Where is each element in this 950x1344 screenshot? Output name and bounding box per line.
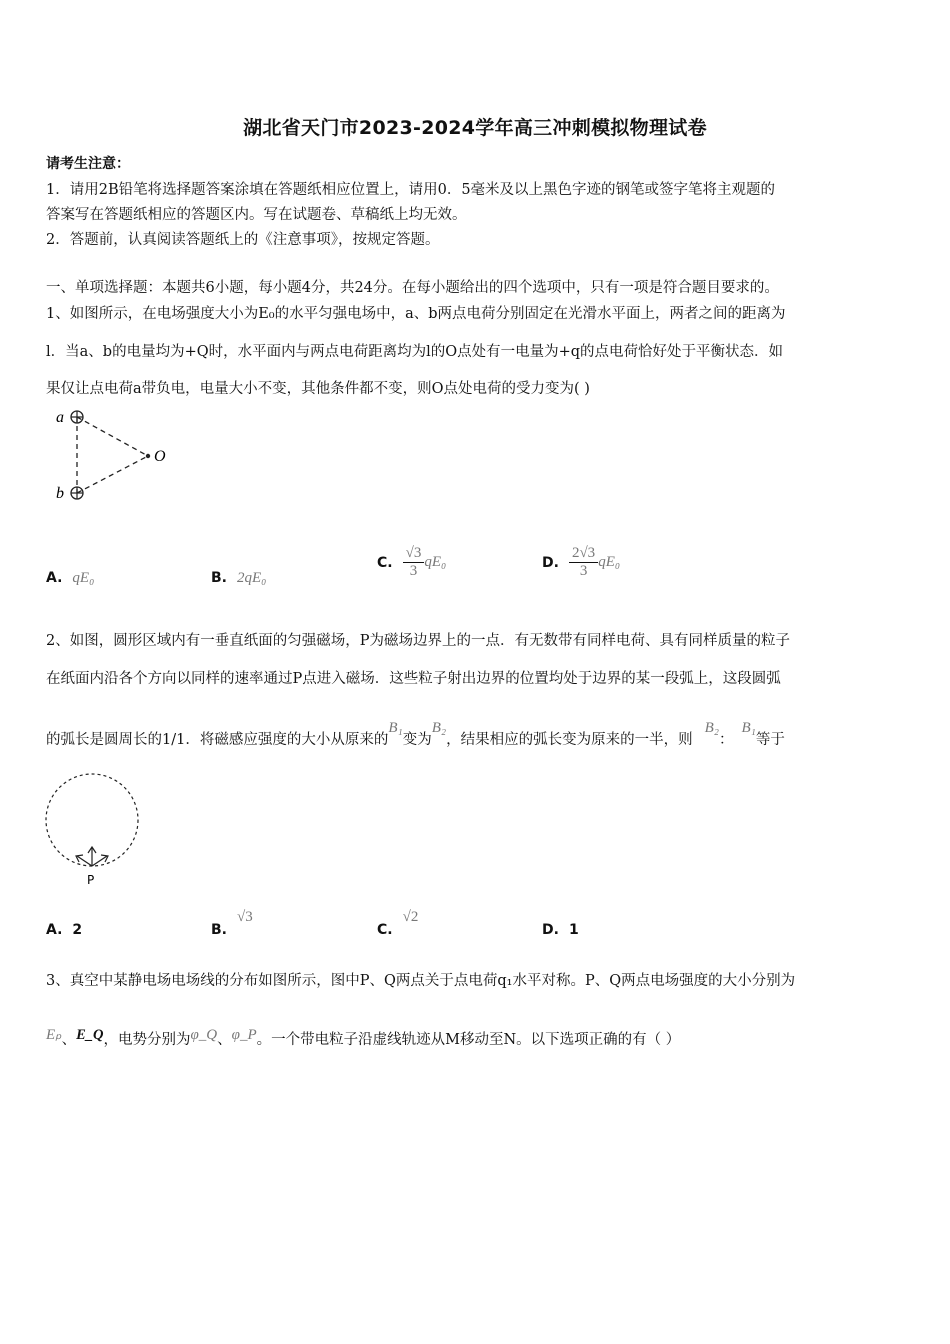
bo-dashed-line	[77, 456, 148, 493]
q3-line-2-mid: ，电势分别为	[103, 1032, 191, 1048]
velocity-arrow	[92, 856, 107, 866]
label-a: a	[56, 409, 64, 426]
option-text: √2	[402, 909, 419, 925]
option-text: 2qE₀	[237, 570, 267, 586]
fraction-numerator: 2√3	[569, 545, 598, 563]
q1-line-2: l．当a、b的电量均为+Q时，水平面内与两点电荷距离均为l的O点处有一电量为+q的点电荷恰好处于平衡状态．如	[46, 344, 784, 360]
option-letter: D.	[542, 554, 559, 571]
notice-line-2: 答案写在答题纸相应的答题区内。写在试题卷、草稿纸上均无效。	[46, 207, 467, 223]
q1-option-a[interactable]	[46, 570, 94, 587]
q1-option-d[interactable]	[542, 545, 620, 580]
q2-line-3-part-d: ：	[719, 732, 734, 748]
q2-line-3-part-a: 的弧长是圆周长的1/1．将磁感应强度的大小从原来的	[46, 732, 389, 748]
label-o: O	[154, 448, 166, 465]
option-text: 1	[568, 922, 579, 938]
b2-symbol: B₂	[431, 720, 447, 736]
label-p: P	[87, 873, 95, 887]
q1-charge-diagram	[50, 405, 180, 505]
q1-line-1: 1、如图所示，在电场强度大小为E₀的水平匀强电场中，a、b两点电荷分别固定在光滑水平面上，两者之间的距离为	[46, 306, 786, 322]
q2-line-2: 在纸面内沿各个方向以同样的速率通过P点进入磁场．这些粒子射出边界的位置均处于边界的某一段弧上，这段圆弧	[46, 671, 781, 687]
fraction-numerator: √3	[403, 545, 425, 563]
option-text: qE₀	[72, 570, 95, 586]
option-letter: B.	[211, 570, 227, 586]
q2-option-c[interactable]	[377, 909, 419, 938]
q2-line-3-part-c: ，结果相应的弧长变为原来的一半，则	[446, 732, 693, 748]
phi-p-symbol: φ_P	[231, 1027, 257, 1043]
q2-line-3-part-e: 等于	[755, 732, 785, 748]
q1-option-c[interactable]	[377, 545, 446, 580]
q3-line-2-tail: 。一个带电粒子沿虚线轨迹从M移动至N。以下选项正确的有（ ）	[256, 1032, 681, 1048]
notice-line-1: 1．请用2B铅笔将选择题答案涂填在答题纸相应位置上，请用0．5毫米及以上黑色字迹的钢笔或签字笔将主观题的	[46, 182, 776, 198]
ao-dashed-line	[77, 417, 148, 456]
separator: 、	[61, 1032, 77, 1048]
q2-magnetic-field-diagram	[40, 768, 150, 888]
q2-option-b[interactable]	[211, 909, 253, 938]
option-letter: A.	[46, 922, 63, 938]
fraction-denominator: 3	[409, 563, 418, 579]
notice-line-3: 2．答题前，认真阅读答题纸上的《注意事项》，按规定答题。	[46, 232, 440, 248]
fraction-denominator: 3	[579, 563, 588, 579]
b1-symbol-ratio: B₁	[741, 720, 756, 736]
q3-line-1: 3、真空中某静电场电场线的分布如图所示，图中P、Q两点关于点电荷q₁水平对称。P、Q两点电场强度的大小分别为	[46, 973, 796, 989]
option-letter: D.	[542, 922, 559, 938]
eq-symbol: E_Q	[76, 1027, 104, 1043]
q2-line-3	[46, 720, 785, 749]
notice-heading: 请考生注意：	[46, 156, 130, 172]
option-text: 2	[72, 922, 83, 938]
q2-option-a[interactable]	[46, 922, 82, 939]
q2-option-d[interactable]	[542, 922, 579, 939]
page-title: 湖北省天门市2023-2024学年高三冲刺模拟物理试卷	[243, 117, 707, 139]
q3-line-2	[46, 1028, 680, 1049]
option-tail: qE₀	[424, 554, 447, 570]
option-letter: C.	[377, 554, 393, 571]
ep-symbol: Eₚ	[46, 1027, 62, 1043]
option-letter: A.	[46, 570, 63, 586]
phi-q-symbol: φ_Q	[190, 1027, 218, 1043]
q2-line-3-part-b: 变为	[402, 732, 432, 748]
b2-symbol-ratio: B₂	[704, 720, 720, 736]
q2-line-1: 2、如图，圆形区域内有一垂直纸面的匀强磁场，P为磁场边界上的一点．有无数带有同样电荷、具有同样质量的粒子	[46, 633, 790, 649]
section-heading: 一、单项选择题：本题共6小题，每小题4分，共24分。在每小题给出的四个选项中，只有一项是符合题目要求的。	[46, 280, 779, 296]
option-fraction	[569, 545, 598, 580]
option-fraction	[403, 545, 425, 580]
option-letter: C.	[377, 922, 393, 938]
option-text: √3	[237, 909, 253, 925]
label-b: b	[56, 485, 64, 502]
option-tail: qE₀	[598, 554, 621, 570]
q1-line-3: 果仅让点电荷a带负电，电量大小不变，其他条件都不变，则O点处电荷的受力变为( )	[46, 381, 590, 397]
option-letter: B.	[211, 922, 227, 938]
q1-option-b[interactable]	[211, 570, 266, 587]
point-o-dot	[146, 454, 150, 458]
b1-symbol: B₁	[388, 720, 403, 736]
separator: 、	[217, 1032, 232, 1048]
